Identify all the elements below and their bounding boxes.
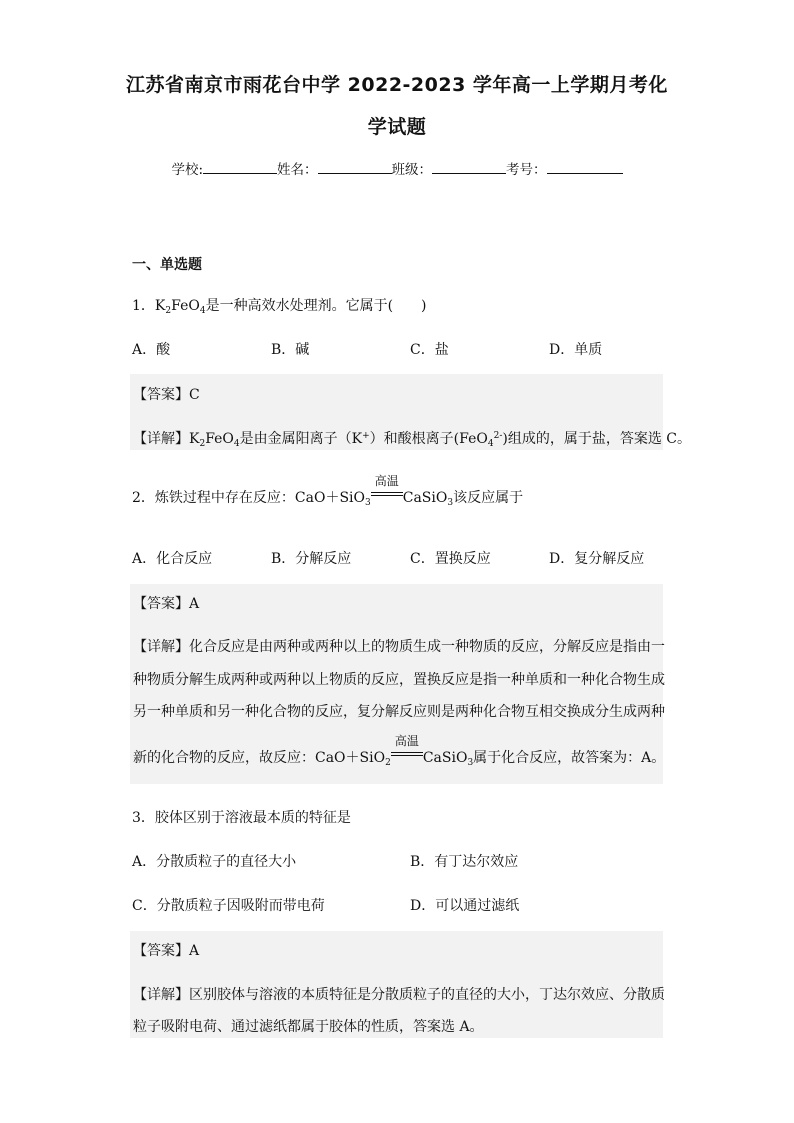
q1-option-d[interactable]: D．单质 bbox=[549, 342, 603, 358]
q2-option-c[interactable]: C．置换反应 bbox=[410, 551, 491, 567]
question-2 bbox=[132, 474, 524, 508]
q3-detail-line1: 【详解】区别胶体与溶液的本质特征是分散质粒子的直径的大小，丁达尔效应、分散质 bbox=[133, 987, 665, 1003]
school-label: 学校: bbox=[171, 162, 204, 178]
formula-subscript: 3 bbox=[447, 498, 454, 508]
formula-subscript: 3 bbox=[365, 498, 371, 508]
q2-answer: 【答案】A bbox=[133, 596, 200, 612]
q1-answer: 【答案】C bbox=[133, 387, 200, 403]
question-number: 2． bbox=[132, 490, 155, 506]
question-text: 胶体区别于溶液最本质的特征是 bbox=[154, 810, 351, 826]
detail-superscript: 2- bbox=[493, 431, 503, 441]
q1-detail bbox=[133, 428, 691, 448]
detail-subscript: 4 bbox=[487, 439, 494, 449]
exam-no-label: 考号： bbox=[506, 162, 547, 178]
student-info-line bbox=[0, 158, 794, 178]
q2-option-a[interactable]: A．化合反应 bbox=[132, 551, 213, 567]
question-text: 是一种高效水处理剂。它属于( ) bbox=[205, 298, 427, 314]
q2-option-d[interactable]: D．复分解反应 bbox=[549, 551, 645, 567]
page-title-line1: 江苏省南京市雨花台中学 2022-2023 学年高一上学期月考化 bbox=[126, 74, 668, 96]
detail-subscript: 2 bbox=[199, 439, 206, 449]
q2-answer-box bbox=[130, 584, 666, 784]
detail-text: 属于化合反应，故答案为：A。 bbox=[473, 750, 666, 766]
name-label: 姓名： bbox=[277, 162, 318, 178]
condition-label: 高温 bbox=[374, 474, 399, 488]
q3-answer-box bbox=[130, 931, 663, 1038]
q3-option-b[interactable]: B．有丁达尔效应 bbox=[410, 854, 519, 870]
detail-superscript: + bbox=[362, 431, 370, 441]
q2-detail-line2: 种物质分解生成两种或两种以上物质的反应，置换反应是指一种单质和一种化合物生成 bbox=[133, 672, 665, 688]
page-title-line2: 学试题 bbox=[367, 116, 427, 138]
q3-option-a[interactable]: A．分散质粒子的直径大小 bbox=[132, 854, 297, 870]
school-blank[interactable] bbox=[203, 158, 277, 174]
section-heading: 一、单选题 bbox=[132, 257, 202, 273]
question-number: 1． bbox=[132, 298, 155, 314]
q3-option-c[interactable]: C．分散质粒子因吸附而带电荷 bbox=[132, 898, 325, 914]
detail-subscript: 4 bbox=[233, 439, 240, 449]
detail-text: 新的化合物的反应，故反应：CaO＋SiO bbox=[133, 750, 386, 766]
reaction-condition-arrow bbox=[391, 734, 423, 762]
detail-subscript: 2 bbox=[385, 758, 391, 768]
question-text: 该反应属于 bbox=[453, 490, 524, 506]
q1-option-a[interactable]: A．酸 bbox=[132, 342, 171, 358]
detail-text: ）和酸根离子(FeO bbox=[369, 431, 488, 447]
formula-subscript: 2 bbox=[165, 306, 172, 316]
q2-detail-line4 bbox=[133, 734, 666, 768]
formula-text: K bbox=[154, 298, 166, 314]
formula-text: FeO bbox=[171, 298, 200, 314]
detail-text: FeO bbox=[205, 431, 234, 447]
q3-answer: 【答案】A bbox=[133, 943, 200, 959]
question-number: 3． bbox=[132, 810, 155, 826]
formula-subscript: 4 bbox=[199, 306, 206, 316]
q2-detail-line1: 【详解】化合反应是由两种或两种以上的物质生成一种物质的反应，分解反应是指由一 bbox=[133, 639, 665, 655]
q3-detail-line2: 粒子吸附电荷、通过滤纸都属于胶体的性质，答案选 A。 bbox=[133, 1019, 484, 1035]
q1-option-b[interactable]: B．碱 bbox=[271, 342, 310, 358]
question-text: 炼铁过程中存在反应：CaO＋SiO bbox=[154, 490, 366, 506]
detail-text: )组成的，属于盐，答案选 C。 bbox=[502, 431, 691, 447]
detail-text: 【详解】K bbox=[133, 431, 200, 447]
detail-subscript: 3 bbox=[467, 758, 474, 768]
exam-no-blank[interactable] bbox=[547, 158, 623, 174]
question-1 bbox=[132, 295, 427, 315]
reaction-condition-arrow bbox=[371, 474, 403, 502]
q3-option-d[interactable]: D．可以通过滤纸 bbox=[410, 898, 520, 914]
q2-option-b[interactable]: B．分解反应 bbox=[271, 551, 352, 567]
detail-text: 是由金属阳离子（K bbox=[239, 431, 363, 447]
condition-label: 高温 bbox=[394, 734, 419, 748]
name-blank[interactable] bbox=[318, 158, 392, 174]
question-3 bbox=[132, 807, 351, 827]
class-label: 班级： bbox=[391, 162, 433, 178]
q1-answer-box bbox=[130, 374, 691, 450]
q1-option-c[interactable]: C．盐 bbox=[410, 342, 449, 358]
detail-text: CaSiO bbox=[422, 750, 468, 766]
q2-detail-line3: 另一种单质和另一种化合物的反应，复分解反应则是两种化合物互相交换成分生成两种 bbox=[133, 704, 665, 720]
formula-text: CaSiO bbox=[402, 490, 448, 506]
class-blank[interactable] bbox=[432, 158, 506, 174]
